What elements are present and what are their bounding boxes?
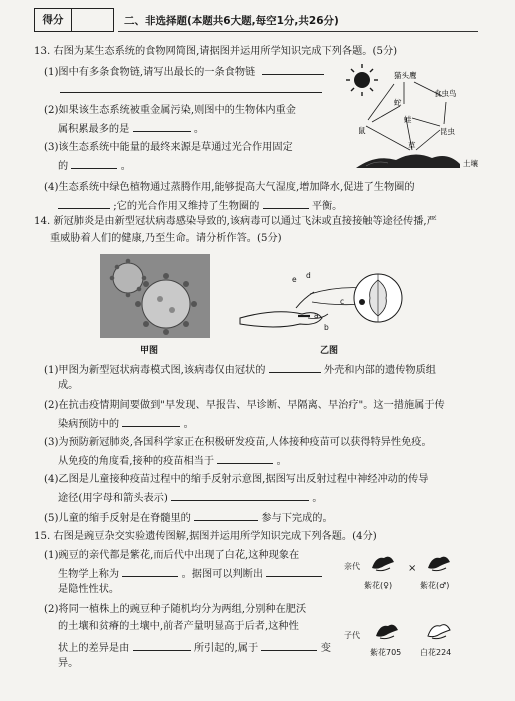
q13-p3-end: 。	[120, 161, 131, 172]
q15-answer-blank-2[interactable]	[266, 566, 322, 577]
q13-answer-blank-5[interactable]	[263, 198, 309, 209]
q15-p1-line3: 是隐性性状。	[58, 584, 120, 595]
q14-p1-label: (1)甲图为新型冠状病毒模式图,该病毒仅由冠状的	[44, 365, 266, 376]
q15-p1-cont: 。据图可以判断出	[181, 569, 264, 580]
q14-p5-end: 参与下完成的。	[261, 513, 333, 524]
frog-label: 蛙	[404, 115, 412, 124]
q15-p1-line2	[58, 566, 322, 581]
q13-answer-line-1[interactable]	[60, 92, 322, 93]
reflex-arc-diagram	[236, 258, 406, 342]
label-e: e	[292, 275, 297, 284]
q13-p2-label: 属积累最多的是	[58, 124, 130, 135]
q14-p3-label: 从免疫的角度看,接种的疫苗相当于	[58, 456, 215, 467]
q15-p2-line3	[58, 640, 331, 655]
arm-drawing	[240, 292, 322, 327]
q14-p2-label: 染病预防中的	[58, 419, 120, 430]
purple-flower-offspring-icon	[372, 620, 402, 644]
soil-label: 土壤	[463, 159, 478, 168]
q14-p4-label: 途径(用字母和箭头表示)	[58, 493, 168, 504]
food-web-diagram	[336, 60, 486, 172]
q14-p2-end: 。	[183, 419, 194, 430]
q13-p4-label: ;它的光合作用又维持了生物圈的	[113, 201, 260, 212]
q13-p3-line2	[58, 158, 131, 173]
q15-p2-line4: 异。	[58, 658, 79, 669]
q14-answer-blank-1[interactable]	[269, 362, 321, 373]
q13-p4-line1: (4)生态系统中绿色植物通过蒸腾作用,能够提高大气湿度,增加降水,促进了生物圈的	[44, 182, 415, 193]
q14-p2-line2	[58, 416, 194, 431]
q13-answer-blank-4[interactable]	[58, 198, 110, 209]
purple-flower-male-icon	[424, 552, 454, 576]
q14-p5-line	[44, 510, 333, 525]
q13-p1-text	[44, 64, 324, 79]
section-title: 二、非选择题(本题共6大题,每空1分,共26分)	[124, 15, 339, 27]
q14-p4-end: 。	[312, 493, 323, 504]
q14-answer-blank-5[interactable]	[194, 510, 258, 521]
figure-b-caption: 乙图	[320, 346, 339, 356]
q13-p3-line1: (3)该生态系统中能量的最终来源是草通过光合作用固定	[44, 142, 293, 153]
label-a: a	[314, 311, 319, 320]
label-b: b	[324, 323, 329, 332]
q15-answer-blank-3[interactable]	[133, 640, 191, 651]
q15-answer-blank-4[interactable]	[261, 640, 317, 651]
label-d: d	[306, 271, 311, 280]
q15-answer-blank-1[interactable]	[122, 566, 178, 577]
q13-p4-line2	[58, 198, 342, 213]
q14-answer-blank-3[interactable]	[217, 453, 273, 464]
q13-answer-blank-2[interactable]	[133, 121, 191, 132]
q15-p2-end: 变	[320, 643, 331, 654]
bird-label: 食虫鸟	[434, 89, 457, 98]
q14-stem-line1: 14. 新冠肺炎是由新型冠状病毒感染导致的,该病毒可以通过飞沫或直接接触等途径传播,严	[34, 216, 437, 227]
q15-p2-line2: 的土壤和贫瘠的土壤中,前者产量明显高于后者,这种性	[58, 621, 299, 632]
q13-p3-label: 的	[58, 161, 69, 172]
q13-p1-label: (1)图中有多条食物链,请写出最长的一条食物链	[44, 67, 256, 78]
hawk-label: 猫头鹰	[394, 71, 417, 80]
q13-p4-end: 平衡。	[311, 201, 343, 212]
q14-stem-line2: 重威胁着人们的健康,乃至生命。请分析作答。(5分)	[50, 233, 282, 244]
label-c: c	[340, 297, 345, 306]
q14-answer-blank-4[interactable]	[171, 490, 309, 501]
q15-p2-line1: (2)将同一植株上的豌豆种子随机均分为两组,分别种在肥沃	[44, 604, 307, 615]
q13-p2-end: 。	[193, 124, 204, 135]
q14-p5-label: (5)儿童的缩手反射是在脊髓里的	[44, 513, 191, 524]
q14-answer-blank-2[interactable]	[122, 416, 180, 427]
cross-symbol: ×	[408, 563, 417, 574]
q13-answer-blank-3[interactable]	[71, 158, 117, 169]
section-divider	[118, 31, 478, 32]
q13-p2-line1: (2)如果该生态系统被重金属污染,则图中的生物体内重金	[44, 105, 296, 116]
q15-p1-line1: (1)豌豆的亲代都是紫花,而后代中出现了白花,这种现象在	[44, 550, 300, 561]
q13-answer-blank-1[interactable]	[262, 64, 324, 75]
offspring1-label: 紫花705	[370, 648, 402, 657]
virus-image	[100, 254, 210, 338]
offspring-generation-label: 子代	[344, 631, 360, 640]
q14-p4-line2	[58, 490, 323, 505]
white-flower-offspring-icon	[424, 620, 454, 644]
q13-p2-line2	[58, 121, 204, 136]
score-box	[34, 8, 114, 32]
soil-mound-icon	[356, 154, 460, 168]
insect-label: 昆虫	[440, 127, 455, 136]
q14-p2-line1: (2)在抗击疫情期间要做到"早发现、早报告、早诊断、早隔离、早治疗"。这一措施属于传	[44, 400, 445, 411]
q14-p3-line1: (3)为预防新冠肺炎,各国科学家正在积极研发疫苗,人体接种疫苗可以获得特异性免疫。	[44, 437, 432, 448]
figure-a-caption: 甲图	[140, 346, 159, 356]
q15-stem: 15. 右图是豌豆杂交实验遗传图解,据图并运用所学知识完成下列各题。(4分)	[34, 531, 377, 542]
q14-p1-cont: 外壳和内部的遗传物质组	[323, 365, 436, 376]
q14-p3-end: 。	[276, 456, 287, 467]
virus-particle-large	[135, 273, 197, 335]
offspring2-label: 白花224	[420, 648, 452, 657]
q14-p1-line2: 成。	[58, 380, 79, 391]
parent2-label: 紫花(♂)	[420, 581, 450, 590]
q15-p2-label: 状上的差异是由	[58, 643, 130, 654]
mouse-label: 鼠	[358, 126, 366, 135]
q15-p1-label: 生物学上称为	[58, 569, 120, 580]
q13-stem: 13. 右图为某生态系统的食物网简图,请据图并运用所学知识完成下列各题。(5分)	[34, 46, 398, 57]
q15-p2-cont: 所引起的,属于	[193, 643, 259, 654]
q14-p1-line1	[44, 362, 436, 377]
q14-p4-line1: (4)乙图是儿童接种疫苗过程中的缩手反射示意图,据图写出反射过程中神经冲动的传导	[44, 474, 429, 485]
grass-label: 草	[408, 141, 416, 150]
score-label: 得分	[35, 9, 72, 31]
q14-p3-line2	[58, 453, 287, 468]
sun-icon	[346, 64, 378, 96]
spinal-cord-cross-section	[354, 274, 402, 322]
parent-generation-label: 亲代	[344, 562, 360, 571]
parent1-label: 紫花(♀)	[364, 581, 393, 590]
snake-label: 蛇	[394, 98, 402, 107]
virus-illustration	[100, 254, 210, 338]
purple-flower-female-icon	[368, 552, 398, 576]
